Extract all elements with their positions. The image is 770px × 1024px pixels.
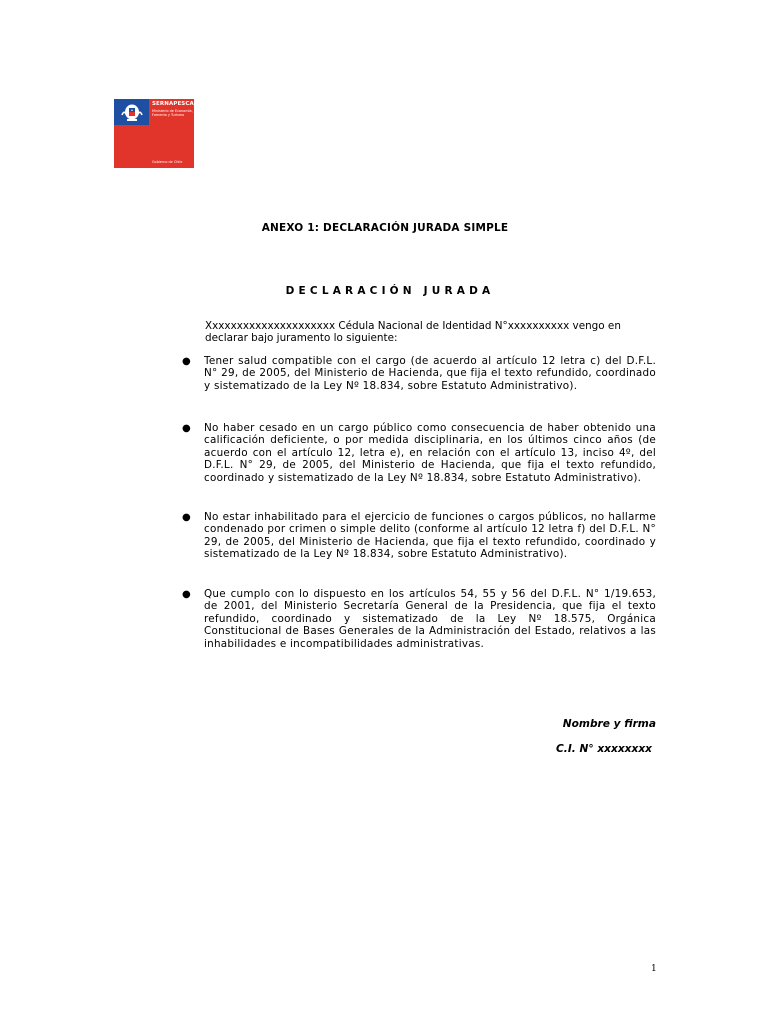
- logo-brand: SERNAPESCA: [152, 101, 194, 107]
- declaration-item-compliance: Que cumplo con lo dispuesto en los artículos 54, 55 y 56 del D.F.L. N° 1/19.653, de 2001, del Ministerio Secretaría General de la Presidencia, que fija el texto refundido, coordinado y sistematizado de la Ley Nº 18.575, Orgánica Constitucional de Bases Generales de la Administración del Estado, relativos a las inhabilidades e incompatibilidades administrativas.: [204, 588, 656, 650]
- bullet-dot-icon: ●: [182, 589, 191, 600]
- signature-id-label: C.I. N° xxxxxxxx: [556, 743, 652, 755]
- logo-subtitle: Ministerio de Economía, Fomento y Turismo: [152, 109, 193, 118]
- sernapesca-logo: [114, 99, 194, 168]
- logo-text-panel: [149, 99, 194, 168]
- declaration-title: DECLARACIÓN JURADA: [285, 285, 495, 297]
- annex-title: ANEXO 1: DECLARACIÓN JURADA SIMPLE: [261, 222, 509, 234]
- declaration-item-inhabilitation: No estar inhabilitado para el ejercicio de funciones o cargos públicos, no hallarme condenado por crimen o simple delito (conforme al artículo 12 letra f) del D.F.L. N° 29, de 2005, del Ministerio de Hacienda, que fija el texto refundido, coordinado y sistematizado de la Ley Nº 18.834, sobre Estatuto Administrativo).: [204, 511, 656, 561]
- bullet-dot-icon: ●: [182, 423, 191, 434]
- bullet-dot-icon: ●: [182, 512, 191, 523]
- page-number: 1: [651, 964, 657, 974]
- logo-red-stripe: [114, 125, 149, 168]
- bullet-dot-icon: ●: [182, 356, 191, 367]
- signature-name-label: Nombre y firma: [562, 718, 656, 730]
- logo-footer: Gobierno de Chile: [152, 160, 183, 164]
- intro-paragraph: Xxxxxxxxxxxxxxxxxxxxx Cédula Nacional de Identidad N°xxxxxxxxxx vengo en declarar bajo juramento lo siguiente:: [205, 320, 621, 345]
- declaration-item-health: Tener salud compatible con el cargo (de acuerdo al artículo 12 letra c) del D.F.L. N° 29, de 2005, del Ministerio de Hacienda, que fija el texto refundido, coordinado y sistematizado de la Ley Nº 18.834, sobre Estatuto Administrativo).: [204, 355, 656, 392]
- declaration-item-dismissal: No haber cesado en un cargo público como consecuencia de haber obtenido una calificación deficiente, o por medida disciplinaria, en los últimos cinco años (de acuerdo con el artículo 12, letra e), en relación con el artículo 13, inciso 4º, del D.F.L. N° 29, de 2005, del Ministerio de Hacienda, que fija el texto refundido, coordinado y sistematizado de la Ley Nº 18.834, sobre Estatuto Administrativo).: [204, 422, 656, 484]
- coat-of-arms-icon: [114, 99, 149, 125]
- logo-flag-panel: [114, 99, 149, 168]
